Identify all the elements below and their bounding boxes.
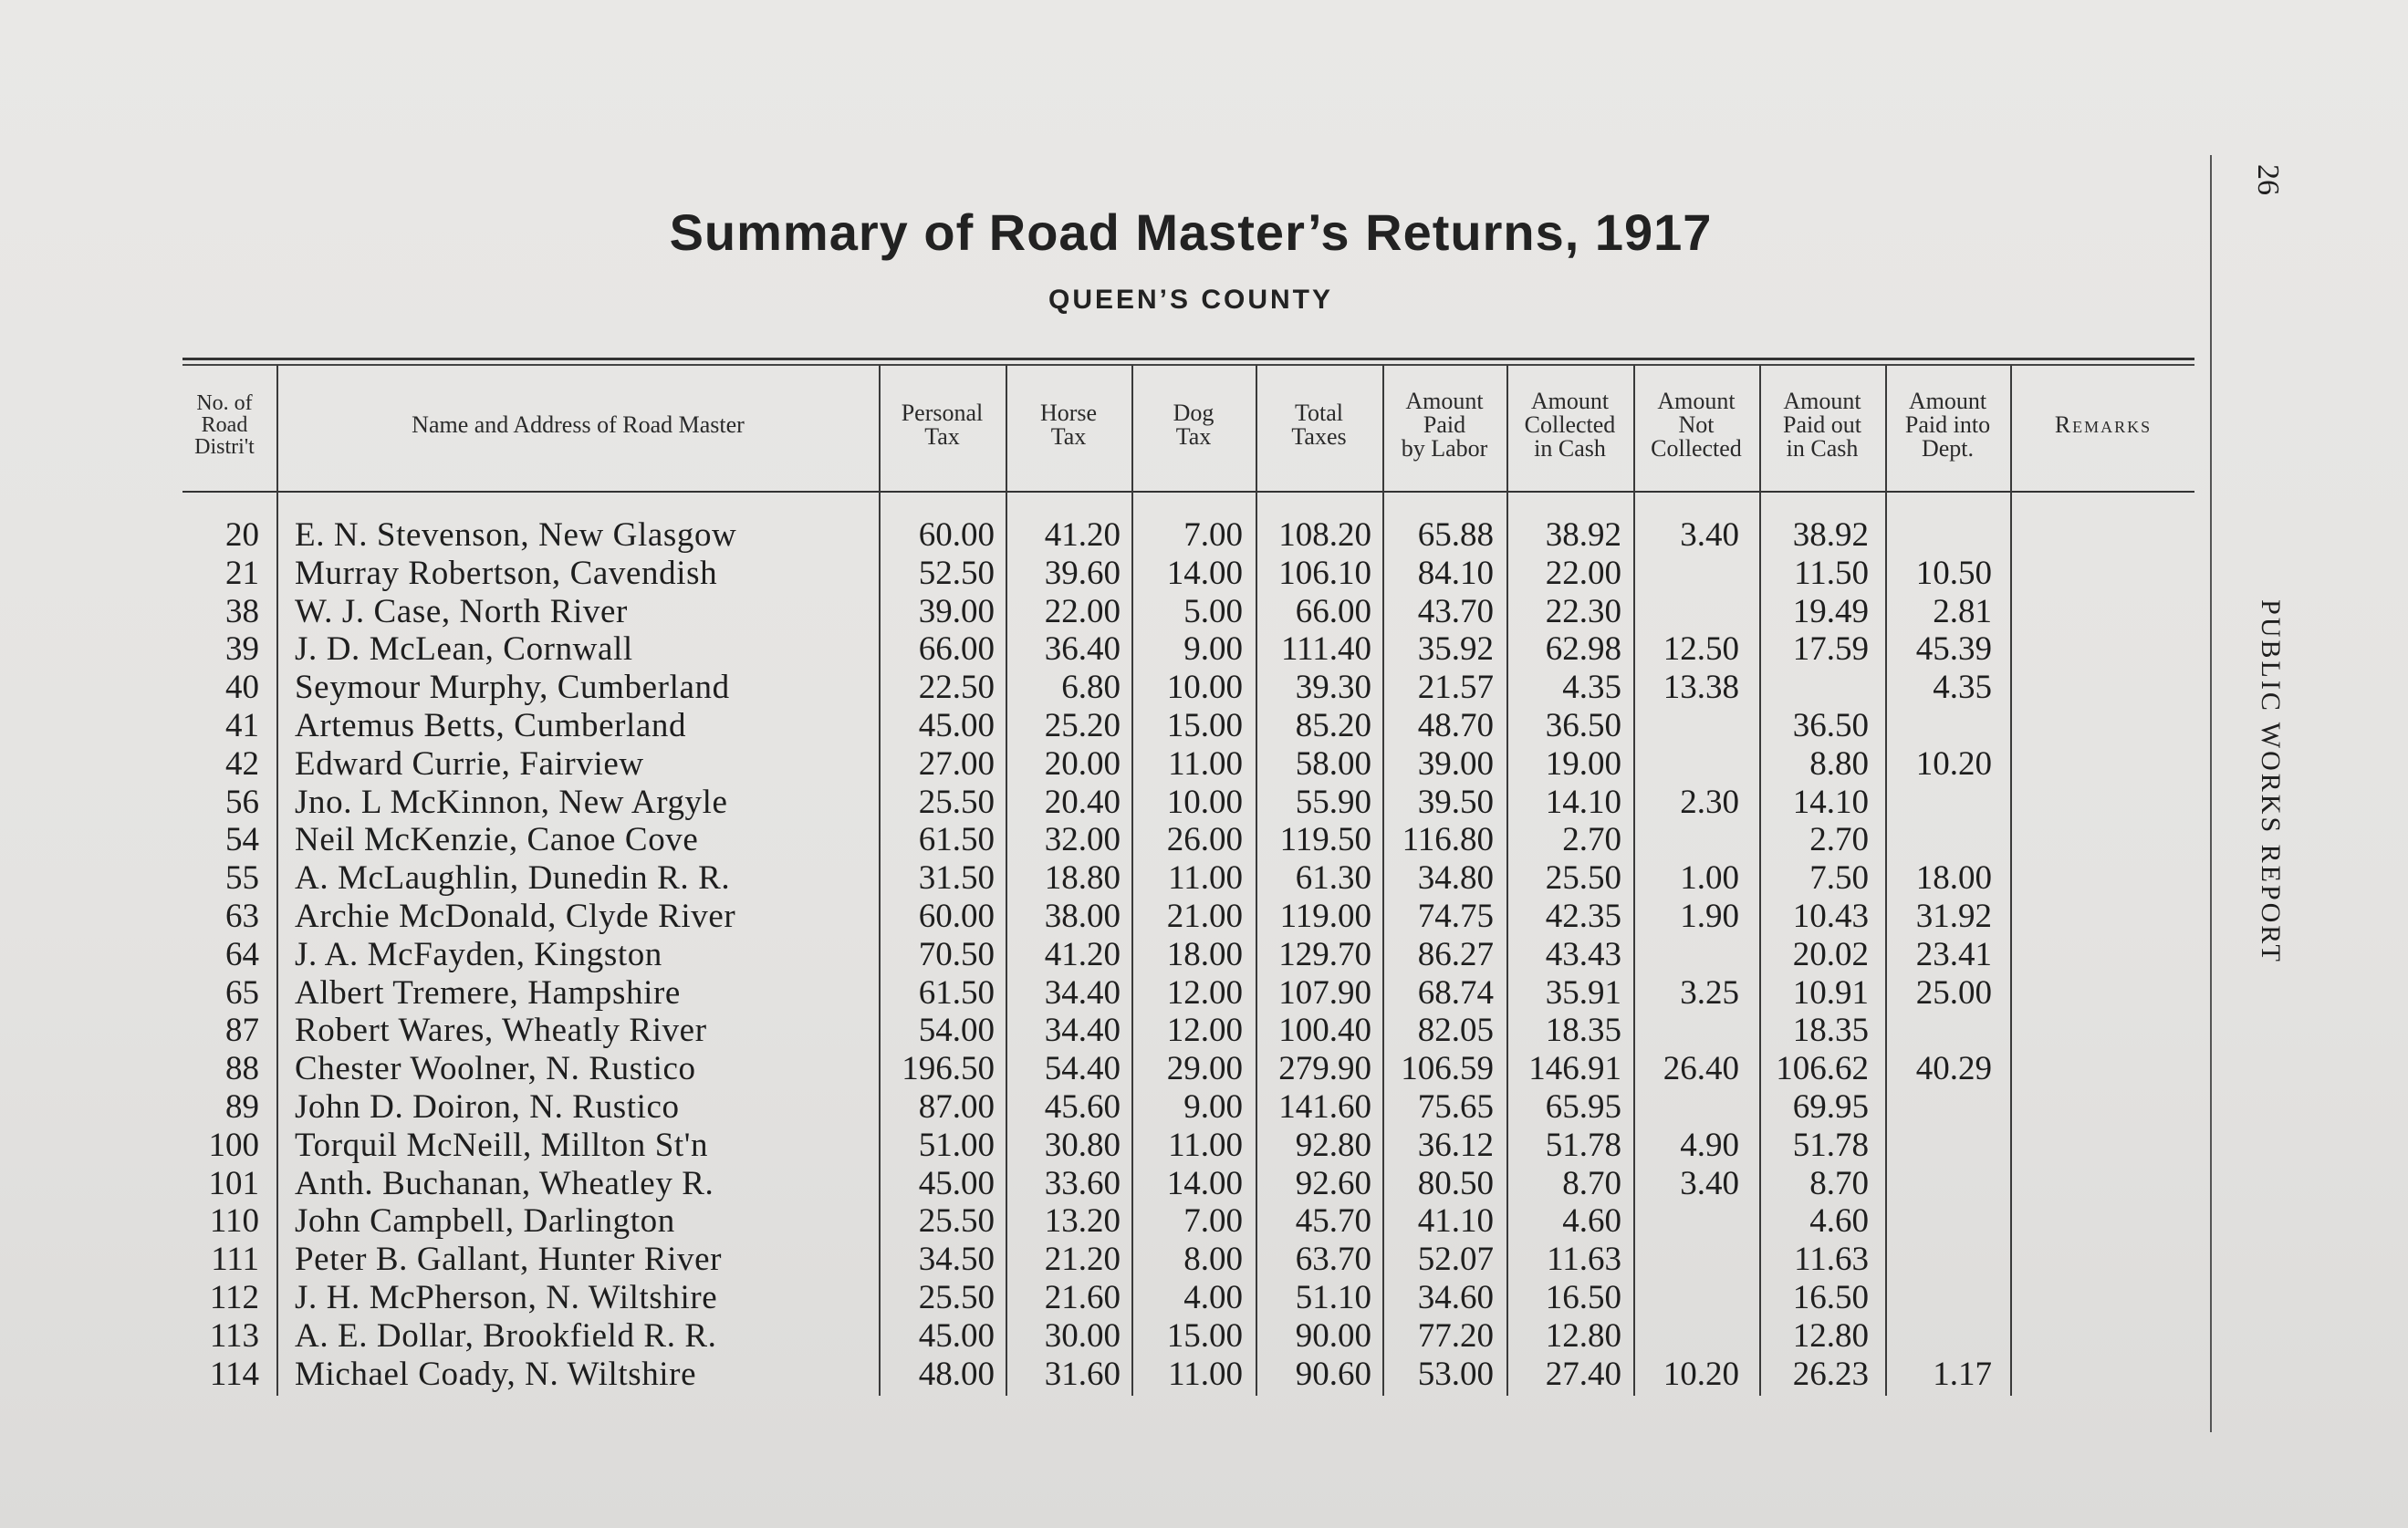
table-row [0, 630, 2245, 669]
running-head: PUBLIC WORKS REPORT [2256, 599, 2286, 964]
cell-road-master: Artemus Betts, Cumberland [295, 707, 687, 744]
cell-paid-by-labor: 34.80 [1417, 859, 1494, 897]
cell-horse-tax: 54.40 [1044, 1050, 1121, 1087]
cell-horse-tax: 25.20 [1044, 707, 1121, 744]
cell-total-taxes: 141.60 [1278, 1088, 1371, 1126]
header-name: Name and Address of Road Master [412, 411, 745, 438]
cell-paid-into-dept: 10.20 [1915, 745, 1992, 783]
table-row [0, 745, 2245, 784]
cell-total-taxes: 39.30 [1295, 669, 1371, 706]
cell-total-taxes: 107.90 [1278, 974, 1371, 1012]
cell-district: 42 [225, 745, 259, 783]
table-row [0, 516, 2245, 555]
cell-paid-into-dept: 4.35 [1933, 669, 1992, 706]
cell-road-master: A. E. Dollar, Brookfield R. R. [295, 1317, 717, 1355]
cell-not-collected: 13.38 [1663, 669, 1739, 706]
cell-dog-tax: 29.00 [1166, 1050, 1243, 1087]
cell-total-taxes: 45.70 [1295, 1202, 1371, 1240]
cell-paid-out-in-cash: 7.50 [1809, 859, 1869, 897]
cell-personal-tax: 45.00 [918, 707, 995, 744]
cell-paid-out-in-cash: 36.50 [1792, 707, 1869, 744]
cell-paid-by-labor: 53.00 [1417, 1356, 1494, 1393]
cell-paid-into-dept [1887, 1165, 1992, 1203]
cell-paid-into-dept [1887, 707, 1992, 745]
cell-paid-into-dept [1887, 516, 1992, 555]
cell-not-collected: 26.40 [1663, 1050, 1739, 1087]
cell-paid-into-dept [1887, 1202, 1992, 1241]
cell-dog-tax: 11.00 [1168, 745, 1243, 783]
cell-horse-tax: 21.20 [1044, 1241, 1121, 1278]
cell-horse-tax: 20.40 [1044, 784, 1121, 821]
cell-not-collected [1635, 821, 1739, 859]
cell-collected-in-cash: 36.50 [1545, 707, 1621, 744]
header-paid-by-labor: Amount Paid by Labor [1401, 388, 1488, 462]
cell-road-master: J. A. McFayden, Kingston [295, 936, 662, 973]
cell-dog-tax: 4.00 [1183, 1279, 1243, 1316]
cell-personal-tax: 52.50 [918, 555, 995, 592]
cell-collected-in-cash: 35.91 [1545, 974, 1621, 1012]
cell-road-master: J. D. McLean, Cornwall [295, 630, 633, 668]
cell-horse-tax: 41.20 [1044, 936, 1121, 973]
cell-paid-out-in-cash: 16.50 [1792, 1279, 1869, 1316]
cell-horse-tax: 45.60 [1044, 1088, 1121, 1126]
cell-not-collected: 3.40 [1680, 516, 1739, 554]
header-not-collected: Amount Not Collected [1651, 388, 1742, 462]
cell-dog-tax: 14.00 [1166, 1165, 1243, 1202]
cell-horse-tax: 30.00 [1044, 1317, 1121, 1355]
cell-paid-into-dept [1887, 1241, 1992, 1279]
page-title: Summary of Road Master’s Returns, 1917 [669, 203, 1713, 261]
cell-paid-into-dept: 25.00 [1915, 974, 1992, 1012]
cell-dog-tax: 9.00 [1183, 1088, 1243, 1126]
cell-road-master: Michael Coady, N. Wiltshire [295, 1356, 697, 1393]
cell-horse-tax: 21.60 [1044, 1279, 1121, 1316]
cell-paid-by-labor: 48.70 [1417, 707, 1494, 744]
header-total-taxes: Total Taxes [1291, 400, 1347, 450]
cell-horse-tax: 31.60 [1044, 1356, 1121, 1393]
cell-paid-into-dept: 10.50 [1915, 555, 1992, 592]
cell-total-taxes: 100.40 [1278, 1012, 1371, 1049]
cell-paid-into-dept: 40.29 [1915, 1050, 1992, 1087]
cell-not-collected: 1.90 [1680, 898, 1739, 935]
cell-paid-by-labor: 21.57 [1417, 669, 1494, 706]
cell-paid-by-labor: 80.50 [1417, 1165, 1494, 1202]
cell-not-collected: 1.00 [1680, 859, 1739, 897]
header-dog-tax: Dog Tax [1173, 400, 1214, 450]
cell-dog-tax: 15.00 [1166, 707, 1243, 744]
cell-collected-in-cash: 62.98 [1545, 630, 1621, 668]
table-row [0, 898, 2245, 936]
cell-district: 110 [209, 1202, 259, 1240]
cell-district: 65 [225, 974, 259, 1012]
cell-horse-tax: 6.80 [1061, 669, 1121, 706]
cell-personal-tax: 61.50 [918, 821, 995, 858]
cell-paid-out-in-cash: 11.50 [1794, 555, 1869, 592]
cell-personal-tax: 66.00 [918, 630, 995, 668]
cell-district: 89 [225, 1088, 259, 1126]
top-rule-secondary [182, 364, 2194, 366]
cell-paid-into-dept [1887, 1317, 1992, 1356]
cell-district: 114 [209, 1356, 259, 1393]
cell-paid-into-dept [1887, 784, 1992, 822]
table-row [0, 974, 2245, 1013]
cell-paid-by-labor: 39.50 [1417, 784, 1494, 821]
cell-road-master: Edward Currie, Fairview [295, 745, 644, 783]
cell-paid-out-in-cash: 19.49 [1792, 593, 1869, 630]
cell-road-master: Albert Tremere, Hampshire [295, 974, 681, 1012]
cell-horse-tax: 32.00 [1044, 821, 1121, 858]
cell-paid-into-dept [1887, 1088, 1992, 1127]
cell-district: 38 [225, 593, 259, 630]
cell-dog-tax: 8.00 [1183, 1241, 1243, 1278]
cell-dog-tax: 11.00 [1168, 1127, 1243, 1164]
cell-personal-tax: 39.00 [918, 593, 995, 630]
cell-total-taxes: 90.60 [1295, 1356, 1371, 1393]
table-row [0, 1165, 2245, 1203]
cell-horse-tax: 33.60 [1044, 1165, 1121, 1202]
cell-not-collected: 2.30 [1680, 784, 1739, 821]
cell-paid-into-dept [1887, 1127, 1992, 1165]
cell-dog-tax: 14.00 [1166, 555, 1243, 592]
cell-not-collected [1635, 707, 1739, 745]
cell-paid-into-dept: 31.92 [1915, 898, 1992, 935]
cell-district: 55 [225, 859, 259, 897]
cell-paid-out-in-cash: 10.43 [1792, 898, 1869, 935]
cell-not-collected [1635, 1279, 1739, 1317]
cell-paid-into-dept: 23.41 [1915, 936, 1992, 973]
cell-paid-out-in-cash: 69.95 [1792, 1088, 1869, 1126]
cell-road-master: John Campbell, Darlington [295, 1202, 675, 1240]
cell-dog-tax: 11.00 [1168, 1356, 1243, 1393]
cell-not-collected [1635, 1202, 1739, 1241]
table-row [0, 1202, 2245, 1241]
cell-total-taxes: 55.90 [1295, 784, 1371, 821]
cell-personal-tax: 87.00 [918, 1088, 995, 1126]
cell-total-taxes: 51.10 [1295, 1279, 1371, 1316]
cell-horse-tax: 36.40 [1044, 630, 1121, 668]
table-row [0, 1050, 2245, 1088]
cell-road-master: E. N. Stevenson, New Glasgow [295, 516, 737, 554]
cell-paid-out-in-cash: 12.80 [1792, 1317, 1869, 1355]
cell-district: 87 [225, 1012, 259, 1049]
cell-district: 101 [208, 1165, 259, 1202]
cell-collected-in-cash: 146.91 [1528, 1050, 1621, 1087]
cell-paid-out-in-cash: 8.70 [1809, 1165, 1869, 1202]
table-row [0, 821, 2245, 859]
cell-dog-tax: 5.00 [1183, 593, 1243, 630]
cell-collected-in-cash: 65.95 [1545, 1088, 1621, 1126]
cell-collected-in-cash: 4.60 [1562, 1202, 1621, 1240]
cell-district: 21 [225, 555, 259, 592]
cell-collected-in-cash: 11.63 [1547, 1241, 1621, 1278]
cell-not-collected: 3.40 [1680, 1165, 1739, 1202]
cell-total-taxes: 61.30 [1295, 859, 1371, 897]
cell-paid-out-in-cash: 14.10 [1792, 784, 1869, 821]
header-paid-out-in-cash: Amount Paid out in Cash [1783, 388, 1861, 462]
cell-district: 20 [225, 516, 259, 554]
cell-personal-tax: 25.50 [918, 1202, 995, 1240]
cell-personal-tax: 48.00 [918, 1356, 995, 1393]
cell-paid-by-labor: 77.20 [1417, 1317, 1494, 1355]
cell-district: 88 [225, 1050, 259, 1087]
cell-dog-tax: 10.00 [1166, 784, 1243, 821]
cell-not-collected [1635, 936, 1739, 974]
cell-total-taxes: 90.00 [1295, 1317, 1371, 1355]
table-row [0, 1127, 2245, 1165]
cell-total-taxes: 119.00 [1279, 898, 1371, 935]
cell-paid-by-labor: 86.27 [1417, 936, 1494, 973]
table-row [0, 859, 2245, 898]
cell-not-collected [1635, 1241, 1739, 1279]
cell-road-master: J. H. McPherson, N. Wiltshire [295, 1279, 718, 1316]
cell-total-taxes: 108.20 [1278, 516, 1371, 554]
cell-district: 56 [225, 784, 259, 821]
cell-collected-in-cash: 16.50 [1545, 1279, 1621, 1316]
cell-horse-tax: 38.00 [1044, 898, 1121, 935]
cell-district: 63 [225, 898, 259, 935]
cell-dog-tax: 11.00 [1168, 859, 1243, 897]
cell-paid-out-in-cash: 8.80 [1809, 745, 1869, 783]
cell-total-taxes: 66.00 [1295, 593, 1371, 630]
cell-paid-by-labor: 106.59 [1401, 1050, 1494, 1087]
cell-collected-in-cash: 14.10 [1545, 784, 1621, 821]
cell-paid-out-in-cash: 2.70 [1809, 821, 1869, 858]
cell-dog-tax: 15.00 [1166, 1317, 1243, 1355]
page-number: 26 [2251, 164, 2285, 195]
cell-collected-in-cash: 27.40 [1545, 1356, 1621, 1393]
cell-paid-by-labor: 68.74 [1417, 974, 1494, 1012]
header-remarks: Remarks [2054, 411, 2153, 438]
cell-paid-into-dept: 45.39 [1915, 630, 1992, 668]
cell-personal-tax: 31.50 [918, 859, 995, 897]
cell-horse-tax: 30.80 [1044, 1127, 1121, 1164]
cell-personal-tax: 45.00 [918, 1165, 995, 1202]
cell-paid-by-labor: 34.60 [1417, 1279, 1494, 1316]
top-rule [182, 358, 2194, 360]
cell-dog-tax: 10.00 [1166, 669, 1243, 706]
cell-district: 112 [209, 1279, 259, 1316]
cell-dog-tax: 26.00 [1166, 821, 1243, 858]
margin-rule [2210, 155, 2212, 1432]
cell-collected-in-cash: 8.70 [1562, 1165, 1621, 1202]
cell-paid-out-in-cash: 106.62 [1776, 1050, 1869, 1087]
cell-not-collected [1635, 1012, 1739, 1050]
header-paid-into-dept: Amount Paid into Dept. [1904, 388, 1991, 462]
cell-collected-in-cash: 12.80 [1545, 1317, 1621, 1355]
cell-total-taxes: 106.10 [1278, 555, 1371, 592]
cell-dog-tax: 7.00 [1183, 1202, 1243, 1240]
cell-personal-tax: 22.50 [918, 669, 995, 706]
cell-paid-by-labor: 74.75 [1417, 898, 1494, 935]
cell-horse-tax: 13.20 [1044, 1202, 1121, 1240]
cell-paid-by-labor: 75.65 [1417, 1088, 1494, 1126]
cell-total-taxes: 92.60 [1295, 1165, 1371, 1202]
cell-personal-tax: 60.00 [918, 516, 995, 554]
header-rule [182, 491, 2194, 493]
cell-paid-out-in-cash [1761, 669, 1869, 707]
cell-collected-in-cash: 43.43 [1545, 936, 1621, 973]
header-horse-tax: Horse Tax [1039, 400, 1098, 450]
cell-personal-tax: 196.50 [902, 1050, 995, 1087]
cell-not-collected [1635, 593, 1739, 631]
cell-horse-tax: 39.60 [1044, 555, 1121, 592]
cell-road-master: Jno. L McKinnon, New Argyle [295, 784, 728, 821]
cell-not-collected: 3.25 [1680, 974, 1739, 1012]
cell-district: 39 [225, 630, 259, 668]
cell-road-master: Neil McKenzie, Canoe Cove [295, 821, 699, 858]
cell-dog-tax: 18.00 [1166, 936, 1243, 973]
cell-paid-out-in-cash: 10.91 [1792, 974, 1869, 1012]
cell-collected-in-cash: 38.92 [1545, 516, 1621, 554]
cell-total-taxes: 58.00 [1295, 745, 1371, 783]
cell-horse-tax: 22.00 [1044, 593, 1121, 630]
cell-horse-tax: 41.20 [1044, 516, 1121, 554]
cell-paid-into-dept: 1.17 [1933, 1356, 1992, 1393]
cell-horse-tax: 18.80 [1044, 859, 1121, 897]
cell-district: 113 [209, 1317, 259, 1355]
cell-horse-tax: 34.40 [1044, 974, 1121, 1012]
cell-collected-in-cash: 18.35 [1545, 1012, 1621, 1049]
cell-paid-by-labor: 65.88 [1417, 516, 1494, 554]
cell-personal-tax: 61.50 [918, 974, 995, 1012]
cell-paid-by-labor: 82.05 [1417, 1012, 1494, 1049]
cell-paid-into-dept [1887, 1012, 1992, 1050]
cell-paid-by-labor: 43.70 [1417, 593, 1494, 630]
cell-dog-tax: 21.00 [1166, 898, 1243, 935]
cell-not-collected: 10.20 [1663, 1356, 1739, 1393]
cell-not-collected [1635, 745, 1739, 784]
cell-road-master: Seymour Murphy, Cumberland [295, 669, 730, 706]
cell-personal-tax: 27.00 [918, 745, 995, 783]
cell-paid-out-in-cash: 18.35 [1792, 1012, 1869, 1049]
cell-road-master: Murray Robertson, Cavendish [295, 555, 718, 592]
cell-paid-out-in-cash: 11.63 [1794, 1241, 1869, 1278]
cell-personal-tax: 70.50 [918, 936, 995, 973]
cell-total-taxes: 119.50 [1279, 821, 1371, 858]
cell-collected-in-cash: 42.35 [1545, 898, 1621, 935]
cell-collected-in-cash: 2.70 [1562, 821, 1621, 858]
cell-collected-in-cash: 4.35 [1562, 669, 1621, 706]
cell-district: 100 [208, 1127, 259, 1164]
cell-not-collected [1635, 555, 1739, 593]
cell-paid-out-in-cash: 51.78 [1792, 1127, 1869, 1164]
page-subtitle: QUEEN’S COUNTY [1048, 285, 1334, 315]
table-row [0, 669, 2245, 707]
cell-paid-by-labor: 39.00 [1417, 745, 1494, 783]
cell-paid-into-dept [1887, 1279, 1992, 1317]
cell-road-master: A. McLaughlin, Dunedin R. R. [295, 859, 731, 897]
cell-paid-into-dept: 18.00 [1915, 859, 1992, 897]
cell-personal-tax: 60.00 [918, 898, 995, 935]
cell-personal-tax: 25.50 [918, 784, 995, 821]
table-row [0, 1241, 2245, 1279]
cell-district: 54 [225, 821, 259, 858]
cell-total-taxes: 111.40 [1280, 630, 1371, 668]
cell-collected-in-cash: 51.78 [1545, 1127, 1621, 1164]
cell-paid-by-labor: 84.10 [1417, 555, 1494, 592]
cell-collected-in-cash: 22.00 [1545, 555, 1621, 592]
cell-paid-by-labor: 116.80 [1402, 821, 1494, 858]
cell-personal-tax: 34.50 [918, 1241, 995, 1278]
cell-road-master: Torquil McNeill, Millton St'n [295, 1127, 709, 1164]
cell-district: 41 [225, 707, 259, 744]
cell-total-taxes: 92.80 [1295, 1127, 1371, 1164]
cell-road-master: Chester Woolner, N. Rustico [295, 1050, 696, 1087]
table-row [0, 784, 2245, 822]
cell-paid-out-in-cash: 26.23 [1792, 1356, 1869, 1393]
table-row [0, 936, 2245, 974]
cell-personal-tax: 45.00 [918, 1317, 995, 1355]
cell-road-master: Anth. Buchanan, Wheatley R. [295, 1165, 714, 1202]
cell-dog-tax: 12.00 [1166, 1012, 1243, 1049]
cell-dog-tax: 7.00 [1183, 516, 1243, 554]
cell-total-taxes: 63.70 [1295, 1241, 1371, 1278]
cell-road-master: Peter B. Gallant, Hunter River [295, 1241, 723, 1278]
cell-district: 64 [225, 936, 259, 973]
cell-road-master: Archie McDonald, Clyde River [295, 898, 736, 935]
cell-not-collected [1635, 1088, 1739, 1127]
cell-paid-out-in-cash: 17.59 [1792, 630, 1869, 668]
cell-total-taxes: 279.90 [1278, 1050, 1371, 1087]
cell-paid-by-labor: 41.10 [1417, 1202, 1494, 1240]
cell-dog-tax: 9.00 [1183, 630, 1243, 668]
cell-horse-tax: 34.40 [1044, 1012, 1121, 1049]
cell-total-taxes: 129.70 [1278, 936, 1371, 973]
cell-paid-out-in-cash: 20.02 [1792, 936, 1869, 973]
table-row [0, 1012, 2245, 1050]
cell-paid-by-labor: 52.07 [1417, 1241, 1494, 1278]
header-personal-tax: Personal Tax [901, 400, 984, 450]
cell-dog-tax: 12.00 [1166, 974, 1243, 1012]
cell-road-master: W. J. Case, North River [295, 593, 628, 630]
cell-paid-into-dept: 2.81 [1933, 593, 1992, 630]
cell-personal-tax: 25.50 [918, 1279, 995, 1316]
header-district: No. of Road Distri't [194, 391, 255, 459]
cell-collected-in-cash: 25.50 [1545, 859, 1621, 897]
cell-collected-in-cash: 19.00 [1545, 745, 1621, 783]
cell-horse-tax: 20.00 [1044, 745, 1121, 783]
cell-paid-out-in-cash: 4.60 [1809, 1202, 1869, 1240]
table-row [0, 555, 2245, 593]
cell-not-collected: 12.50 [1663, 630, 1739, 668]
cell-road-master: Robert Wares, Wheatly River [295, 1012, 707, 1049]
cell-paid-out-in-cash: 38.92 [1792, 516, 1869, 554]
cell-district: 40 [225, 669, 259, 706]
cell-total-taxes: 85.20 [1295, 707, 1371, 744]
cell-paid-by-labor: 35.92 [1417, 630, 1494, 668]
cell-not-collected: 4.90 [1680, 1127, 1739, 1164]
cell-paid-by-labor: 36.12 [1417, 1127, 1494, 1164]
cell-personal-tax: 51.00 [918, 1127, 995, 1164]
table-row [0, 1088, 2245, 1127]
table-row [0, 707, 2245, 745]
table-row [0, 1279, 2245, 1317]
cell-not-collected [1635, 1317, 1739, 1356]
cell-personal-tax: 54.00 [918, 1012, 995, 1049]
table-row [0, 1317, 2245, 1356]
table-row [0, 1356, 2245, 1394]
header-collected-in-cash: Amount Collected in Cash [1524, 388, 1616, 462]
table-row [0, 593, 2245, 631]
cell-paid-into-dept [1887, 821, 1992, 859]
cell-district: 111 [211, 1241, 259, 1278]
cell-collected-in-cash: 22.30 [1545, 593, 1621, 630]
cell-road-master: John D. Doiron, N. Rustico [295, 1088, 680, 1126]
